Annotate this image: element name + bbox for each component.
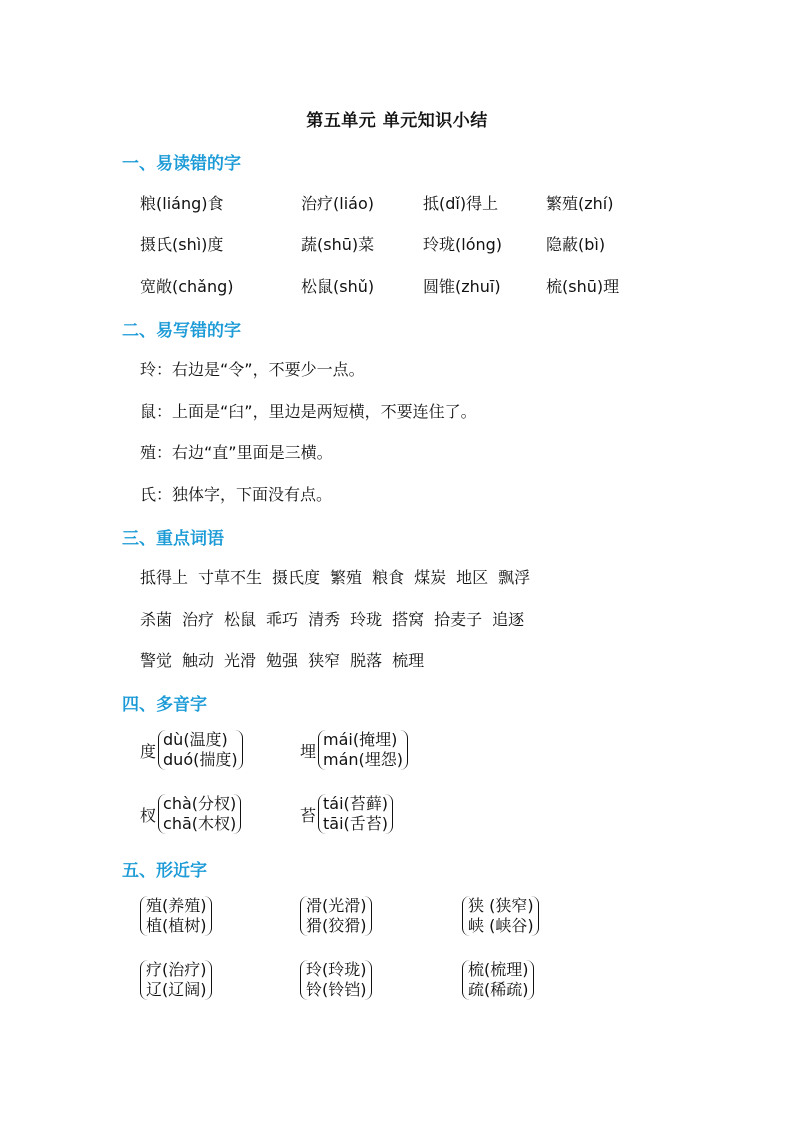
keyword-row [140, 648, 434, 671]
polyphone-reading: dù(温度) [163, 730, 228, 749]
polyphone-reading: mái(掩埋) [323, 730, 398, 749]
similar-pair [140, 896, 212, 936]
similar-char: 滑(光滑) [306, 896, 367, 915]
keyword: 繁殖 [330, 568, 363, 587]
polyphone-reading: mán(埋怨) [323, 750, 404, 769]
polyphone-reading: duó(揣度) [163, 750, 238, 769]
keyword: 拾麦子 [434, 610, 483, 629]
misread-item: 梳(shū)理 [546, 277, 620, 296]
similar-char: 猾(狡猾) [306, 916, 367, 935]
keyword: 狭窄 [308, 651, 341, 670]
keyword: 治疗 [182, 610, 215, 629]
similar-char: 梳(梳理) [468, 960, 529, 979]
keyword: 搭窝 [392, 610, 425, 629]
polyphone-reading: tái(苔藓) [323, 794, 389, 813]
similar-pair [462, 896, 539, 936]
polyphone-readings [318, 794, 393, 834]
misread-item: 繁殖(zhí) [546, 194, 614, 213]
similar-char: 辽(辽阔) [146, 980, 207, 999]
keyword: 警觉 [140, 651, 173, 670]
section-heading-miswritten: 二、易写错的字 [122, 321, 241, 341]
similar-pair [462, 960, 534, 1000]
misread-row [0, 274, 794, 298]
polyphone-reading: chā(木杈) [163, 814, 237, 833]
miswritten-note: 玲：右边是“令”，不要少一点。 [140, 360, 365, 379]
section-heading-misread: 一、易读错的字 [122, 154, 241, 174]
misread-row [0, 191, 794, 215]
similar-pair [140, 960, 212, 1000]
misread-item: 治疗(liáo) [301, 194, 374, 213]
misread-item: 圆锥(zhuī) [423, 277, 501, 296]
miswritten-note: 殖：右边“直”里面是三横。 [140, 443, 333, 462]
section-heading-polyphones: 四、多音字 [122, 695, 207, 715]
keyword: 光滑 [224, 651, 257, 670]
polyphone-group [140, 794, 241, 834]
keyword: 地区 [456, 568, 489, 587]
similar-chars [140, 960, 212, 1000]
keyword: 清秀 [308, 610, 341, 629]
similar-chars [462, 960, 534, 1000]
misread-item: 抵(dǐ)得上 [423, 194, 499, 213]
misread-item: 松鼠(shǔ) [301, 277, 375, 296]
polyphone-group [300, 730, 408, 770]
keyword: 抵得上 [140, 568, 189, 587]
miswritten-note: 鼠：上面是“臼”，里边是两短横，不要连住了。 [140, 402, 477, 421]
keyword: 脱落 [350, 651, 383, 670]
similar-char: 玲(玲珑) [306, 960, 367, 979]
page-title: 第五单元 单元知识小结 [306, 111, 488, 131]
section-heading-keywords: 三、重点词语 [122, 529, 224, 549]
misread-item: 摄氏(shì)度 [140, 235, 224, 254]
section-heading-similar: 五、形近字 [122, 861, 207, 881]
similar-pair [300, 960, 372, 1000]
keyword: 勉强 [266, 651, 299, 670]
polyphone-reading: tāi(舌苔) [323, 814, 389, 833]
similar-char: 疗(治疗) [146, 960, 207, 979]
similar-char: 狭 (狭窄) [468, 896, 534, 915]
misread-item: 玲珑(lóng) [423, 235, 503, 254]
polyphone-readings [158, 730, 243, 770]
keyword: 摄氏度 [272, 568, 321, 587]
keyword: 梳理 [392, 651, 425, 670]
similar-char: 疏(稀疏) [468, 980, 529, 999]
similar-chars [462, 896, 539, 936]
keyword: 飘浮 [498, 568, 531, 587]
misread-item: 宽敞(chǎng) [140, 277, 234, 296]
similar-chars [140, 896, 212, 936]
misread-row [0, 232, 794, 256]
similar-char: 殖(养殖) [146, 896, 207, 915]
similar-pair [300, 896, 372, 936]
similar-char: 峡 (峡谷) [468, 916, 534, 935]
miswritten-note: 氏：独体字，下面没有点。 [140, 485, 333, 504]
similar-char: 铃(铃铛) [306, 980, 367, 999]
keyword: 煤炭 [414, 568, 447, 587]
keyword: 松鼠 [224, 610, 257, 629]
keyword: 乖巧 [266, 610, 299, 629]
keyword: 追逐 [492, 610, 525, 629]
polyphone-char: 苔 [300, 805, 317, 825]
keyword: 粮食 [372, 568, 405, 587]
keyword: 玲珑 [350, 610, 383, 629]
similar-char: 植(植树) [146, 916, 207, 935]
keyword: 寸草不生 [198, 568, 263, 587]
misread-item: 隐蔽(bì) [546, 235, 606, 254]
similar-chars [300, 896, 372, 936]
polyphone-group [140, 730, 243, 770]
polyphone-group [300, 794, 393, 834]
misread-item: 粮(liáng)食 [140, 194, 224, 213]
polyphone-reading: chà(分杈) [163, 794, 237, 813]
similar-chars [300, 960, 372, 1000]
keyword: 杀菌 [140, 610, 173, 629]
polyphone-char: 度 [140, 741, 157, 761]
keyword-row [140, 565, 540, 588]
polyphone-readings [318, 730, 408, 770]
polyphone-readings [158, 794, 241, 834]
polyphone-char: 杈 [140, 805, 157, 825]
misread-item: 蔬(shū)菜 [301, 235, 375, 254]
keyword-row [140, 607, 534, 630]
keyword: 触动 [182, 651, 215, 670]
polyphone-char: 埋 [300, 741, 317, 761]
